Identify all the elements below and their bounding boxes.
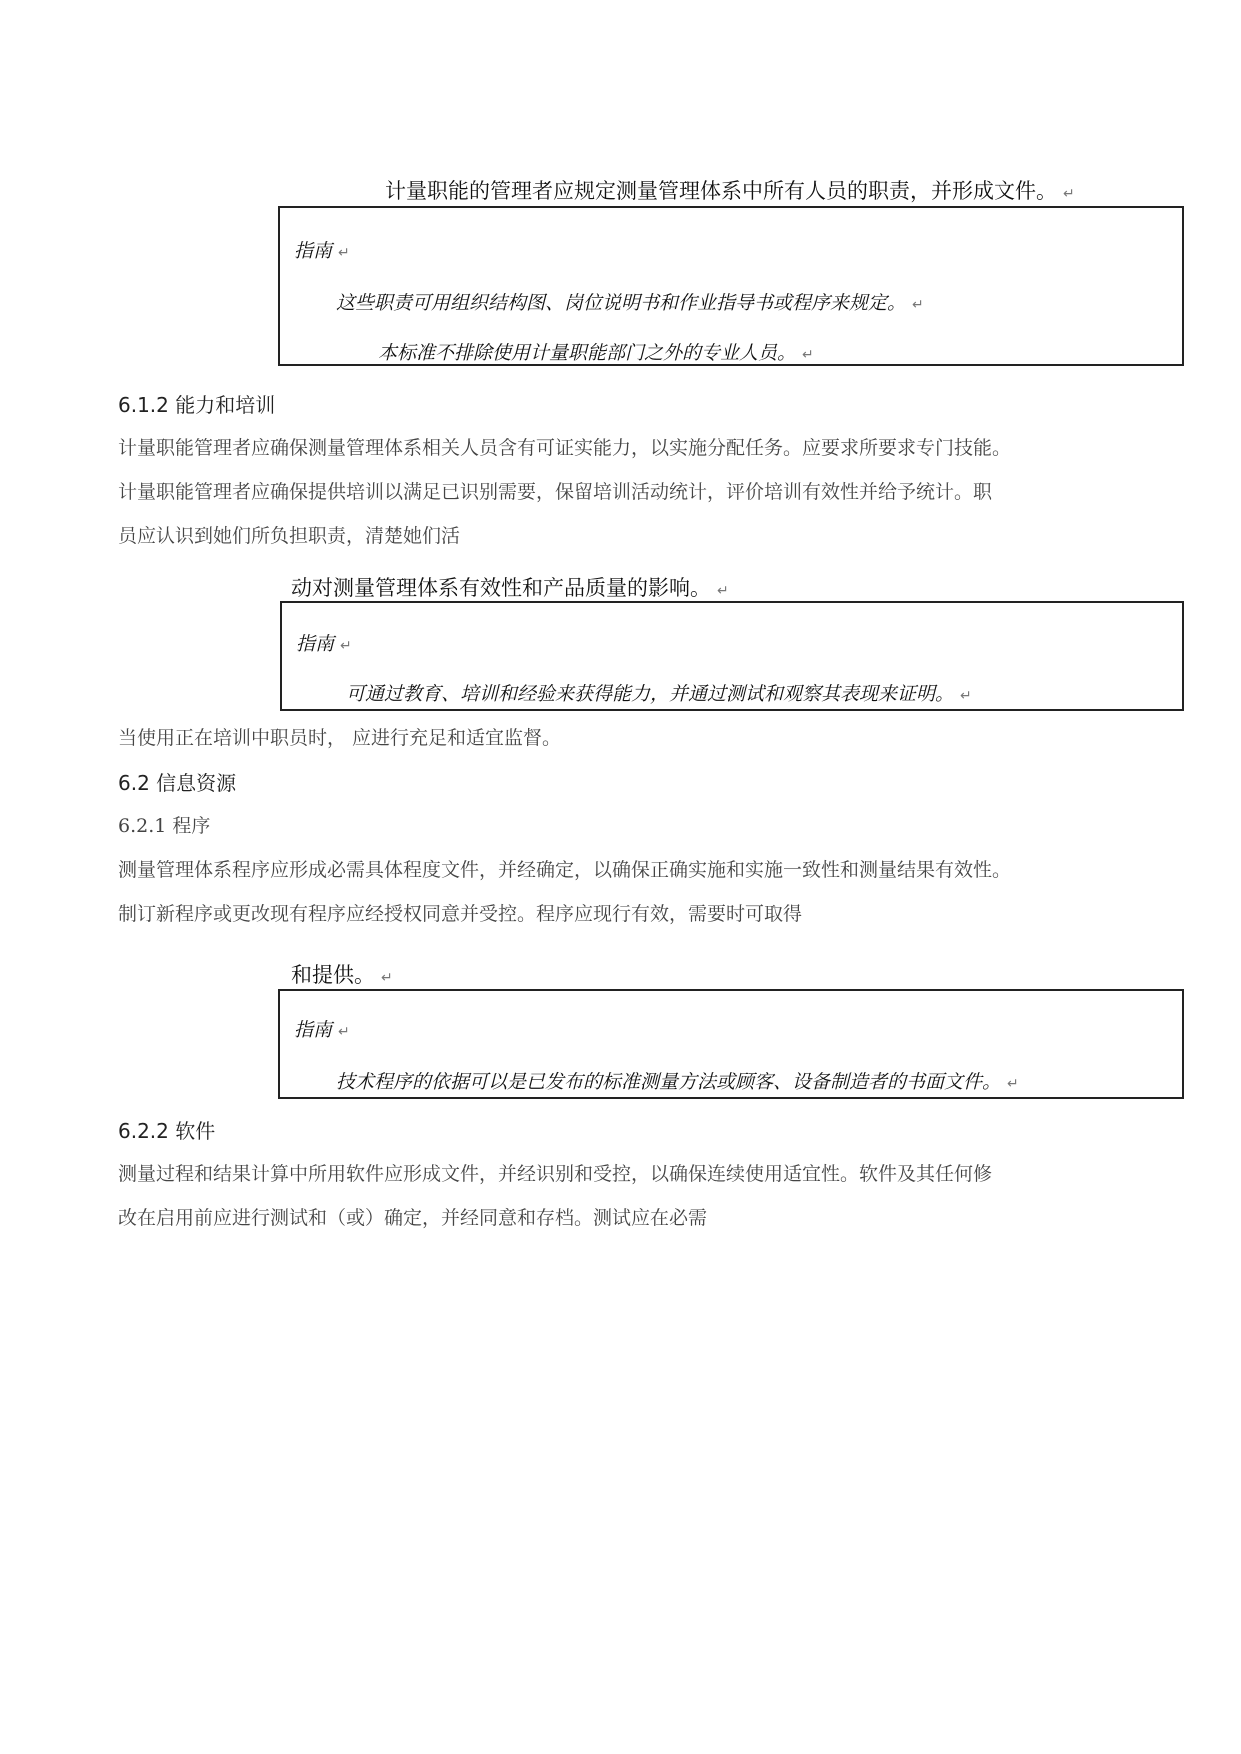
body-paragraph-line: 员应认识到她们所负担职责，清楚她们活: [118, 525, 461, 547]
guide-line: 这些职责可用组织结构图、岗位说明书和作业指导书或程序来规定。 ↵: [336, 292, 924, 314]
body-paragraph-line: 测量过程和结果计算中所用软件应形成文件，并经识别和受控，以确保连续使用适宜性。软件及其任何修: [118, 1163, 993, 1185]
guide-box-2: [280, 601, 1184, 711]
section-heading-6-2-2: 6.2.2 软件: [118, 1119, 216, 1143]
snippet2-top-line: 动对测量管理体系有效性和产品质量的影响。 ↵: [291, 576, 729, 600]
snippet3-top-line: 和提供。 ↵: [291, 963, 393, 987]
section-heading-6-2: 6.2 信息资源: [118, 771, 237, 795]
section-heading-6-2-1: 6.2.1 程序: [118, 815, 211, 837]
guide-line: 技术程序的依据可以是已发布的标准测量方法或顾客、设备制造者的书面文件。 ↵: [336, 1071, 1019, 1093]
guide-box-1: [278, 206, 1184, 366]
guide-title: 指南 ↵: [296, 633, 352, 655]
body-paragraph-line: 当使用正在培训中职员时， 应进行充足和适宜监督。: [118, 727, 562, 749]
body-paragraph-line: 制订新程序或更改现有程序应经授权同意并受控。程序应现行有效，需要时可取得: [118, 903, 803, 925]
snippet1-top-line: 计量职能的管理者应规定测量管理体系中所有人员的职责，并形成文件。 ↵: [385, 179, 1075, 203]
section-heading-6-1-2: 6.1.2 能力和培训: [118, 393, 276, 417]
guide-box-3: [278, 989, 1184, 1099]
guide-line: 本标准不排除使用计量职能部门之外的专业人员。 ↵: [378, 342, 814, 364]
body-paragraph-line: 计量职能管理者应确保提供培训以满足已识别需要，保留培训活动统计，评价培训有效性并给予统计。职: [118, 481, 993, 503]
body-paragraph-line: 计量职能管理者应确保测量管理体系相关人员含有可证实能力，以实施分配任务。应要求所要求专门技能。: [118, 437, 1012, 459]
guide-title: 指南 ↵: [294, 240, 350, 262]
body-paragraph-line: 改在启用前应进行测试和（或）确定，并经同意和存档。测试应在必需: [118, 1207, 708, 1229]
guide-line: 可通过教育、培训和经验来获得能力，并通过测试和观察其表现来证明。 ↵: [346, 683, 972, 705]
guide-title: 指南 ↵: [294, 1019, 350, 1041]
body-paragraph-line: 测量管理体系程序应形成必需具体程度文件，并经确定，以确保正确实施和实施一致性和测量结果有效性。: [118, 859, 1012, 881]
